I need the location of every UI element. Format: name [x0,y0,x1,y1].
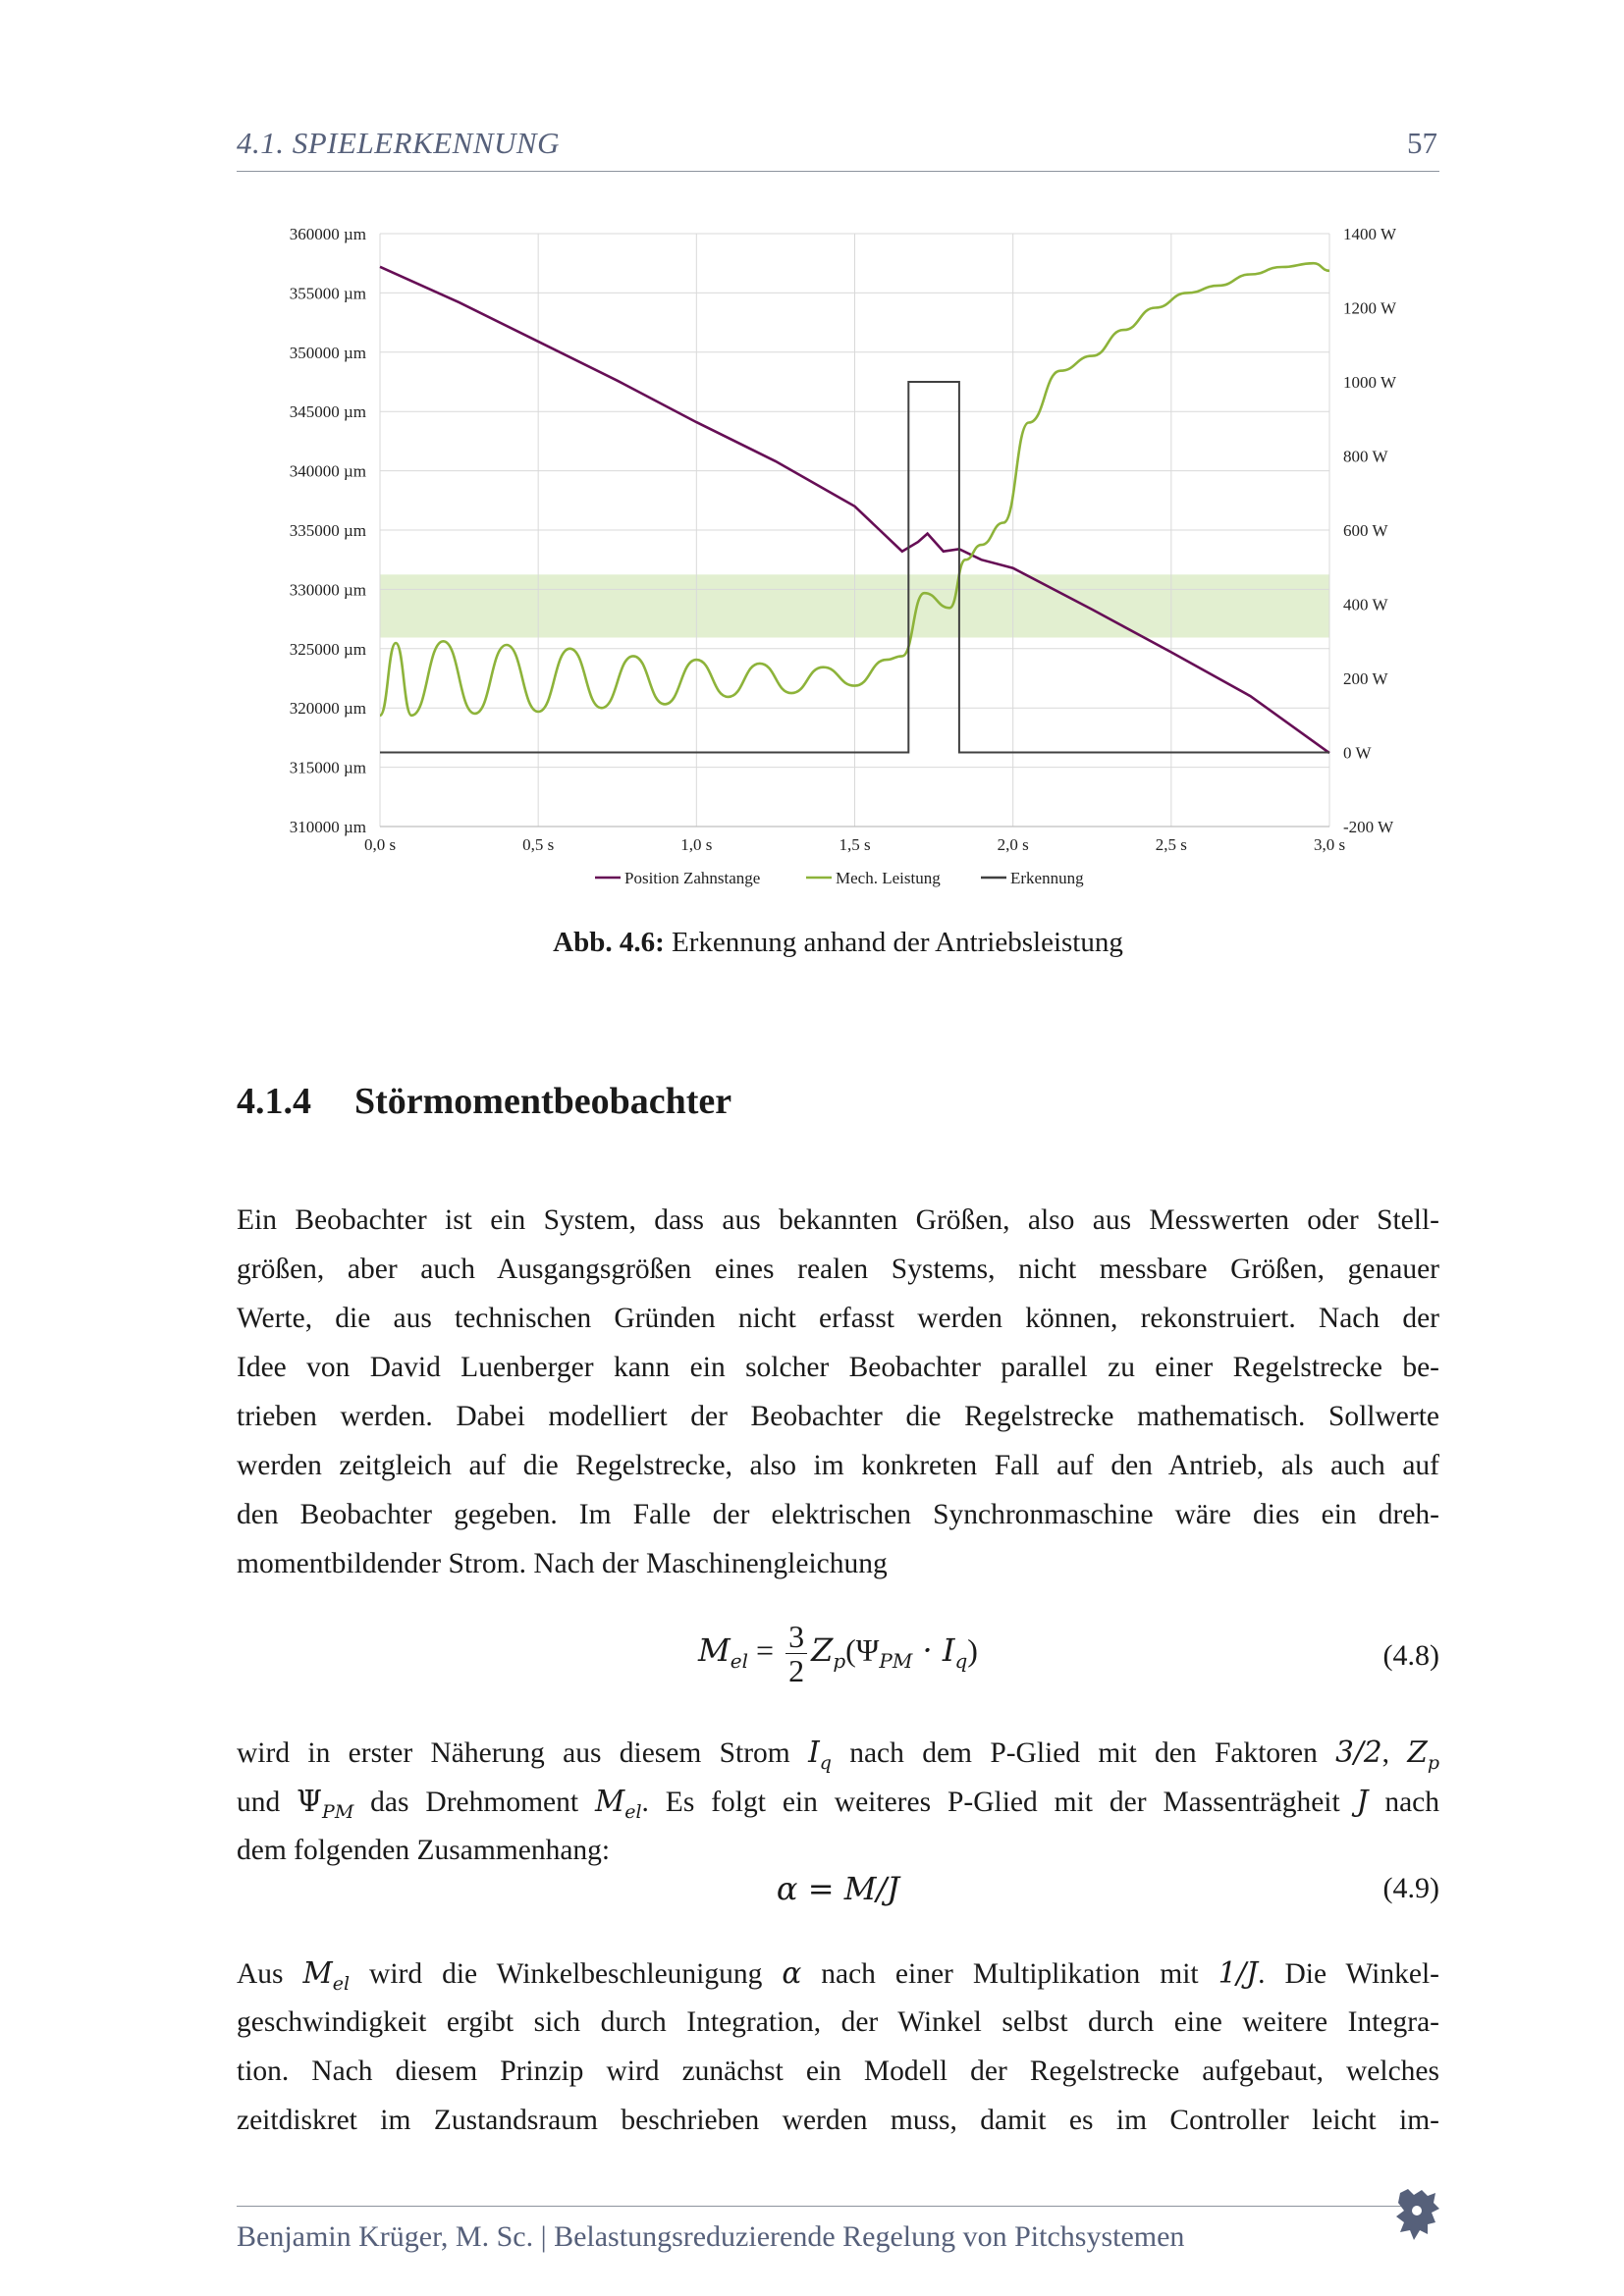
text-line: Idee von David Luenberger kann ein solcher Beobachter parallel zu einer Regelstrecke be- [237,1352,1439,1383]
text-line: Werte, die aus technischen Gründen nicht erfasst werden können, rekonstruiert. Nach der [237,1303,1439,1334]
y-left-tick-label: 310000 µm [289,818,366,836]
text-line: momentbildender Strom. Nach der Maschinengleichung [237,1548,888,1579]
y-right-tick-label: 200 W [1343,669,1388,688]
chart-gridlines [380,234,1329,827]
text-line: zeitdiskret im Zustandsraum beschrieben werden muss, damit es im Controller leicht im- [237,2105,1439,2136]
figure-label: Abb. 4.6: [553,927,665,958]
x-tick-label: 3,0 s [1313,835,1346,854]
text-line: größen, aber auch Ausgangsgrößen eines realen Systems, nicht messbare Größen, genauer [237,1254,1439,1285]
y-right-tick-label: -200 W [1343,818,1394,836]
page-number: 57 [1407,126,1437,160]
y-right-tick-label: 1200 W [1343,298,1396,318]
section-heading [237,1080,731,1123]
text-line: den Beobachter gegeben. Im Falle der elektrischen Synchronmaschine wäre dies ein dreh- [237,1499,1439,1530]
chart-legend [595,869,1084,887]
text-line: tion. Nach diesem Prinzip wird zunächst ein Modell der Regelstrecke aufgebaut, welches [237,2056,1439,2087]
text-line: geschwindigkeit ergibt sich durch Integration, der Winkel selbst durch eine weitere Integra- [237,2006,1439,2038]
x-tick-label: 2,5 s [1155,835,1187,854]
legend-label: Erkennung [1010,869,1084,887]
y-left-tick-label: 340000 µm [289,461,366,481]
legend-label: Mech. Leistung [836,869,941,887]
y-left-tick-label: 315000 µm [289,758,366,777]
paragraph-3 [237,1949,1439,2145]
chart-axes [290,225,1397,854]
y-left-tick-label: 355000 µm [289,284,366,303]
y-right-tick-label: 1400 W [1343,225,1396,243]
text-line: trieben werden. Dabei modelliert der Beobachter die Regelstrecke mathematisch. Sollwerte [237,1401,1439,1432]
x-tick-label: 2,0 s [997,835,1029,854]
figure-chart [237,206,1439,903]
paragraph-2 [237,1728,1439,1875]
y-left-tick-label: 350000 µm [289,343,366,362]
y-right-tick-label: 1000 W [1343,373,1396,392]
section-number: 4.1.4 [237,1081,311,1122]
y-left-tick-label: 335000 µm [289,521,366,540]
footer-text: Benjamin Krüger, M. Sc. | Belastungsreduzierende Regelung von Pitchsystemen [237,2220,1185,2253]
fraction: $\frac{3}{2}$ [785,1620,807,1687]
text-line: dem folgenden Zusammenhang: [237,1835,611,1866]
legend-label: Position Zahnstange [624,869,761,887]
figure-caption [237,927,1439,959]
text-line: Aus $M_{el}$ wird die Winkelbeschleunigung α nach einer Multiplikation mit 1/J. Die Winkel- [237,1956,1439,1995]
y-right-tick-label: 0 W [1343,743,1372,763]
footer-rule [237,2206,1410,2207]
y-left-tick-label: 320000 µm [289,699,366,719]
x-tick-label: 0,0 s [363,835,397,854]
section-title: Störmomentbeobachter [354,1081,732,1122]
y-right-tick-label: 400 W [1343,595,1388,614]
y-left-tick-label: 345000 µm [289,402,366,422]
running-head-section: 4.1. SPIELERKENNUNG [237,126,560,160]
running-head [237,126,1439,172]
text-line: wird in erster Näherung aus diesem Strom $I_q$ nach dem P-Glied mit den Faktoren 3/2, $Z_p$ [237,1735,1440,1774]
x-tick-label: 1,5 s [839,835,871,854]
university-logo-icon [1392,2187,1441,2244]
text-line: Ein Beobachter ist ein System, dass aus bekannten Größen, also aus Messwerten oder Stell- [237,1204,1439,1236]
y-left-tick-label: 325000 µm [289,639,366,659]
equation-4-8 [237,1620,1439,1698]
x-tick-label: 0,5 s [522,835,555,854]
equation-body: α = M/J [776,1870,900,1907]
equation-body: $M_{el}$ = $\frac{3}{2}$ $Z_p(\Psi_{PM} \cdot I_q)$ [698,1619,978,1688]
y-right-tick-label: 800 W [1343,447,1388,466]
y-right-tick-label: 600 W [1343,521,1388,540]
figure-caption-text: Erkennung anhand der Antriebsleistung [671,927,1123,958]
text-line: werden zeitgleich auf die Regelstrecke, also im konkreten Fall auf den Antrieb, als auch auf [237,1450,1439,1481]
equation-4-9 [237,1870,1439,1949]
y-left-tick-label: 360000 µm [289,225,366,243]
y-left-tick-label: 330000 µm [289,580,366,600]
x-tick-label: 1,0 s [680,835,713,854]
equation-number: (4.8) [1382,1639,1439,1672]
text-line: und $\Psi_{PM}$ das Drehmoment $M_{el}$. Es folgt ein weiteres P-Glied mit der Massenträgheit J nach [237,1785,1440,1823]
equation-number: (4.9) [1382,1872,1439,1904]
paragraph-1 [237,1196,1439,1588]
